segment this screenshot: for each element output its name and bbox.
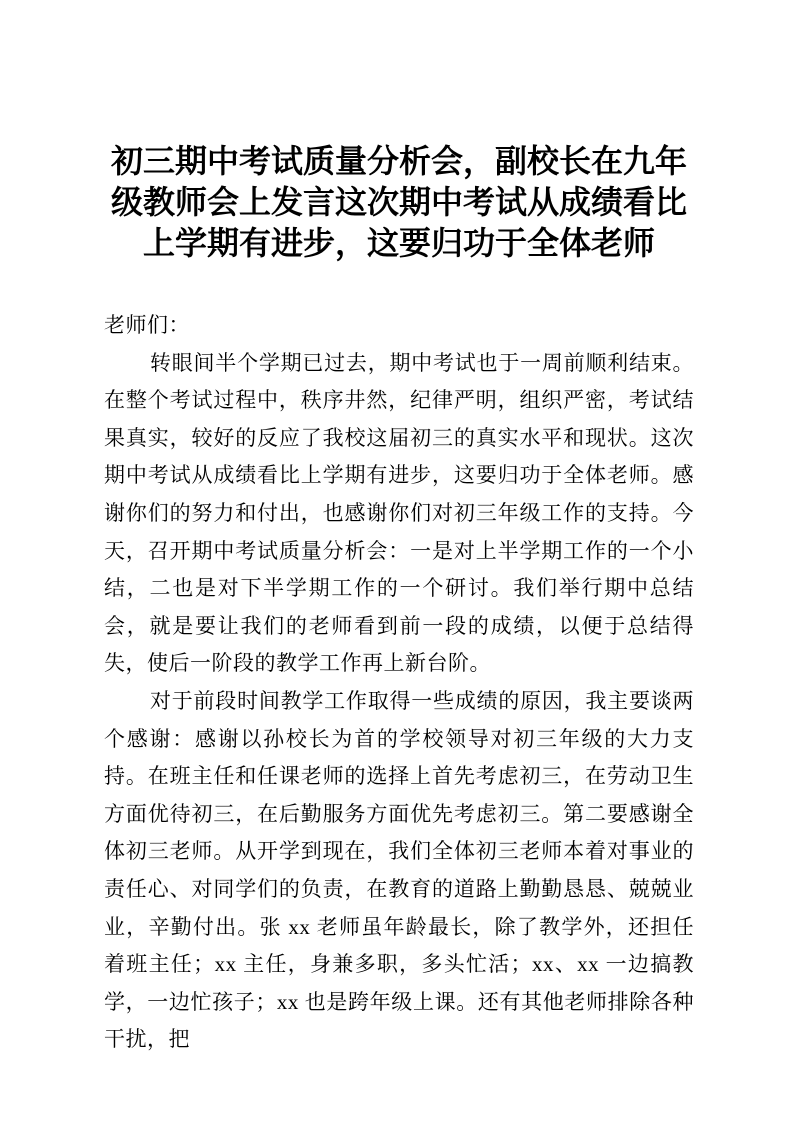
document-body [104,307,694,1059]
salutation-line: 老师们： [104,313,190,337]
body-paragraph-1: 转眼间半个学期已过去，期中考试也于一周前顺利结束。在整个考试过程中，秩序井然，纪律严明，组织严密，考试结果真实，较好的反应了我校这届初三的真实水平和现状。这次期中考试从成绩看比上学期有进步，这要归功于全体老师。感谢你们的努力和付出，也感谢你们对初三年级工作的支持。今天，召开期中考试质量分析会：一是对上半学期工作的一个小结，二也是对下半学期工作的一个研讨。我们举行期中总结会，就是要让我们的老师看到前一段的成绩，以便于总结得失，使后一阶段的教学工作再上新台阶。 [104,350,694,676]
document-title: 初三期中考试质量分析会，副校长在九年级教师会上发言这次期中考试从成绩看比上学期有进步，这要归功于全体老师 [110,143,687,261]
body-paragraph-2: 对于前段时间教学工作取得一些成绩的原因，我主要谈两个感谢：感谢以孙校长为首的学校领导对初三年级的大力支持。在班主任和任课老师的选择上首先考虑初三，在劳动卫生方面优待初三，在后勤服务方面优先考虑初三。第二要感谢全体初三老师。从开学到现在，我们全体初三老师本着对事业的责任心、对同学们的负责，在教育的道路上勤勤恳恳、兢兢业业，辛勤付出。张 xx 老师虽年龄最长，除了教学外，还担任着班主任；xx 主任，身兼多职，多头忙活；xx、xx 一边搞教学，一边忙孩子；xx 也是跨年级上课。还有其他老师排除各种干扰，把 [104,688,694,1052]
